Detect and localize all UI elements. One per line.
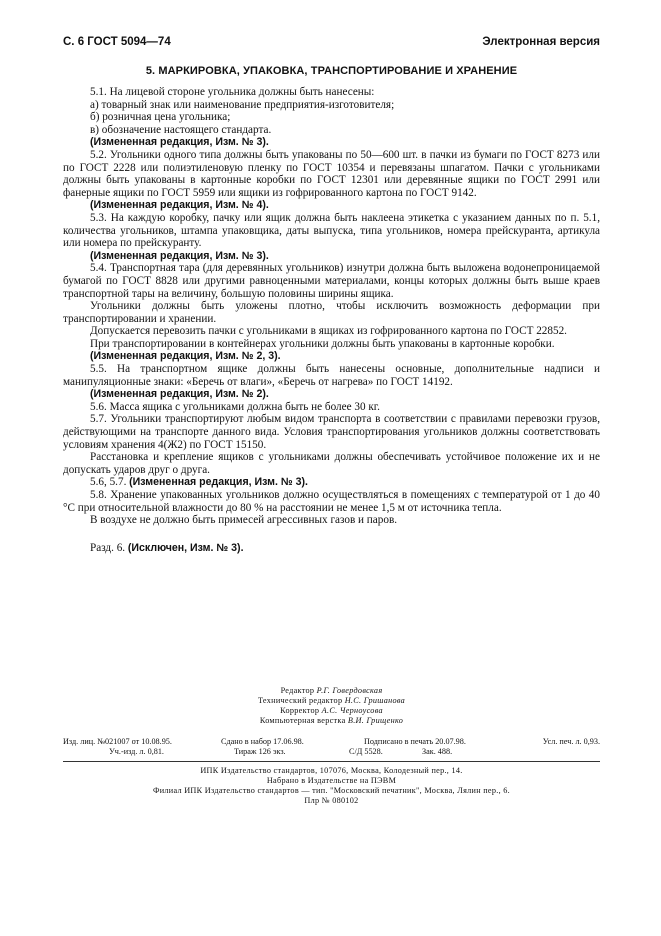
imprint-line: Филиал ИПК Издательство стандартов — тип. "Московский печатник", Москва, Лялин пер., 6.	[152, 786, 511, 795]
order-number: Зак. 488.	[422, 747, 453, 756]
credit-corrector: Корректор А.С. Черноусова	[280, 706, 383, 715]
section-body	[63, 86, 600, 554]
sd-number: С/Д 5528.	[349, 747, 383, 756]
clause-ref: 5.6, 5.7.	[90, 476, 127, 489]
page-header-left: С. 6 ГОСТ 5094—74	[63, 36, 171, 48]
amendment-note: (Измененная редакция, Изм. № 2).	[90, 388, 269, 401]
credit-tech-editor: Технический редактор Н.С. Гришанова	[257, 696, 406, 705]
amendment-note: (Измененная редакция, Изм. № 4).	[90, 199, 269, 212]
clause-5-4-packing: Угольники должны быть уложены плотно, чтобы исключить возможность деформации при транспортировании и хранении.	[63, 300, 600, 325]
credit-editor: Редактор Р.Г. Говердовская	[280, 686, 383, 695]
imprint-line: Плр № 080102	[304, 796, 359, 805]
imprint-line: ИПК Издательство стандартов, 107076, Москва, Колодезный пер., 14.	[200, 766, 463, 775]
clause-5-8-air: В воздухе не должно быть примесей агрессивных газов и паров.	[90, 514, 398, 527]
imprint-footer	[63, 766, 600, 806]
clause-5-6: 5.6. Масса ящика с угольниками должна быть не более 30 кг.	[90, 400, 380, 413]
clause-5-8: 5.8. Хранение упакованных угольников должно осуществляться в помещениях с температурой от 1 до 40 °С при относительной влажности до 80 % на расстоянии не менее 1,5 м от источника тепла.	[63, 489, 600, 514]
clause-5-1: 5.1. На лицевой стороне угольника должны быть нанесены:	[90, 86, 375, 98]
clause-5-4-corrugated: Допускается перевозить пачки с угольниками в ящиках из гофрированного картона по ГОСТ 22852.	[90, 325, 567, 338]
credits-block	[63, 686, 600, 726]
amendment-note: (Измененная редакция, Изм. № 3).	[90, 136, 269, 149]
clause-5-4: 5.4. Транспортная тара (для деревянных угольников) изнутри должна быть выложена водонепроницаемой бумагой по ГОСТ 8828 или другими равноценными материалами, концы которых должны быть выше краев транспортной тары на величину, большую половины ширины ящика.	[63, 262, 600, 300]
section-6-note	[63, 542, 600, 555]
print-sheets: Усл. печ. л. 0,93.	[542, 737, 600, 746]
amendment-note: (Измененная редакция, Изм. № 3).	[90, 249, 269, 262]
clause-5-6-5-7-amendment	[63, 476, 600, 489]
amendment-note: (Измененная редакция, Изм. № 3).	[129, 476, 308, 489]
clause-5-4-containers: При транспортировании в контейнерах угольники должны быть упакованы в картонные коробки.	[90, 337, 555, 350]
clause-5-7-stacking: Расстановка и крепление ящиков с угольниками должны обеспечивать устойчивое положение их и не допускать ударов друг о друга.	[63, 451, 600, 476]
amendment-note: (Измененная редакция, Изм. № 2, 3).	[90, 350, 281, 363]
publication-info	[63, 737, 600, 757]
section-title: 5. МАРКИРОВКА, УПАКОВКА, ТРАНСПОРТИРОВАНИЕ И ХРАНЕНИЕ	[145, 65, 518, 77]
credit-layout: Компьютерная верстка В.И. Грищенко	[259, 716, 404, 725]
publisher-sheets: Уч.-изд. л. 0,81.	[109, 747, 164, 756]
license-number: Изд. лиц. №021007 от 10.08.95.	[63, 737, 172, 746]
clause-5-1-a: а) товарный знак или наименование предприятия-изготовителя;	[90, 98, 395, 111]
footer-divider	[63, 761, 600, 762]
page-header-right: Электронная версия	[482, 36, 600, 48]
imprint-line: Набрано в Издательстве на ПЭВМ	[266, 776, 397, 785]
excluded-note: (Исключен, Изм. № 3).	[127, 541, 244, 554]
print-date: Подписано в печать 20.07.98.	[364, 737, 466, 746]
clause-5-5: 5.5. На транспортном ящике должны быть нанесены основные, дополнительные надписи и манипуляционные знаки: «Беречь от влаги», «Беречь от нагрева» по ГОСТ 14192.	[63, 363, 600, 388]
clause-5-2: 5.2. Угольники одного типа должны быть упакованы по 50—600 шт. в пачки из бумаги по ГОСТ 8273 или по ГОСТ 2228 или полиэтиленовую пленку по ГОСТ 10354 и перевязаны шпагатом. Пачки с угольниками должны быть упакованы в картонные коробки по ГОСТ 12301 или деревянные ящики по ГОСТ 2991 или фанерные ящики по ГОСТ 5959 или ящики из гофрированного картона по ГОСТ 9142.	[63, 148, 600, 199]
print-run: Тираж 126 экз.	[234, 747, 286, 756]
section-ref: Разд. 6.	[90, 541, 126, 554]
clause-5-3: 5.3. На каждую коробку, пачку или ящик должна быть наклеена этикетка с указанием данных по п. 5.1, количества угольников, штампа упаковщика, даты выпуска, типа угольников, номера прейскуранта, артикула или номера по прейскуранту.	[63, 211, 600, 250]
clause-5-7: 5.7. Угольники транспортируют любым видом транспорта в соответствии с правилами перевозки грузов, действующими на транспорте данного вида. Условия транспортирования угольников должны соответствовать условиям хранения 4(Ж2) по ГОСТ 15150.	[63, 413, 600, 451]
clause-5-1-b: б) розничная цена угольника;	[90, 111, 231, 124]
clause-5-1-c: в) обозначение настоящего стандарта.	[90, 123, 272, 136]
typeset-date: Сдано в набор 17.06.98.	[221, 737, 304, 746]
